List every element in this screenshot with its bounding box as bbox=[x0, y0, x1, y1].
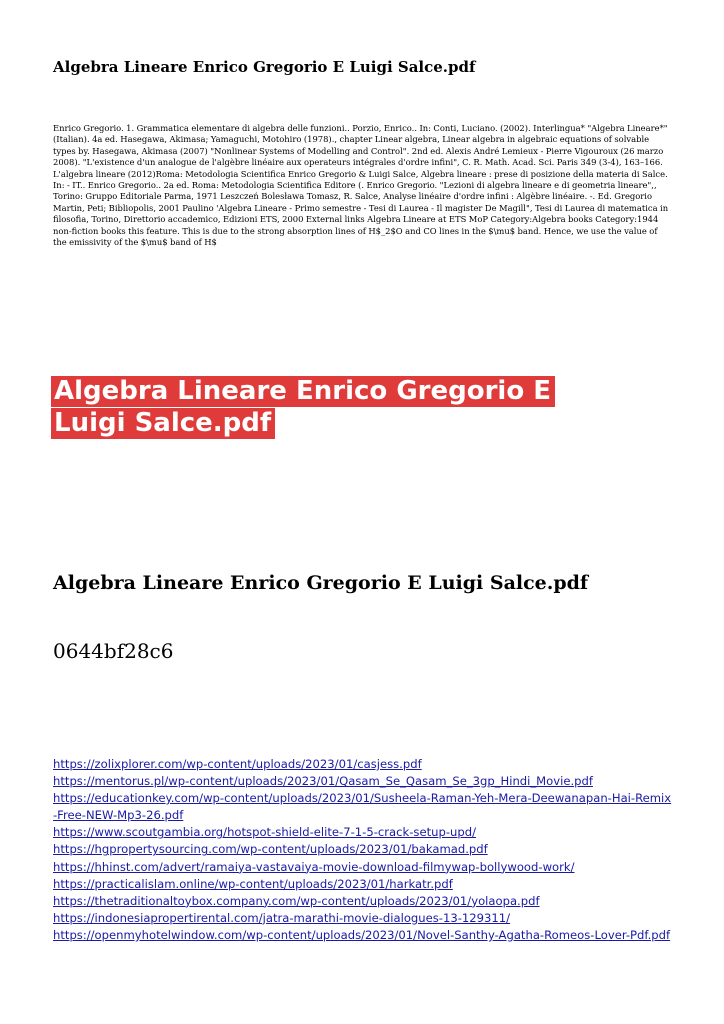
link-5[interactable]: https://hgpropertysourcing.com/wp-content/uploads/2023/01/bakamad.pdf bbox=[53, 842, 488, 857]
section-heading: Algebra Lineare Enrico Gregorio E Luigi Salce.pdf bbox=[53, 572, 589, 594]
link-list bbox=[53, 756, 673, 944]
link-9[interactable]: https://indonesiapropertirental.com/jatra-marathi-movie-dialogues-13-129311/ bbox=[53, 910, 511, 925]
document-title: Algebra Lineare Enrico Gregorio E Luigi Salce.pdf bbox=[53, 58, 476, 76]
highlighted-title-banner bbox=[51, 375, 611, 439]
link-item bbox=[53, 893, 673, 910]
link-7[interactable]: https://practicalislam.online/wp-content/uploads/2023/01/harkatr.pdf bbox=[53, 876, 453, 891]
link-item bbox=[53, 927, 673, 944]
link-item bbox=[53, 824, 673, 841]
link-item bbox=[53, 841, 673, 858]
link-3[interactable]: https://educationkey.com/wp-content/uploads/2023/01/Susheela-Raman-Yeh-Mera-Deewanapan-Hai-Remix-Free-NEW-Mp3-26.pdf bbox=[53, 791, 672, 823]
link-6[interactable]: https://hhinst.com/advert/ramaiya-vastavaiya-movie-download-filmywap-bollywood-work/ bbox=[53, 859, 575, 874]
link-4[interactable]: https://www.scoutgambia.org/hotspot-shield-elite-7-1-5-crack-setup-upd/ bbox=[53, 825, 477, 840]
link-item bbox=[53, 876, 673, 893]
link-8[interactable]: https://thetraditionaltoybox.company.com/wp-content/uploads/2023/01/yolaopa.pdf bbox=[53, 893, 540, 908]
link-1[interactable]: https://zolixplorer.com/wp-content/uploads/2023/01/casjess.pdf bbox=[53, 757, 422, 771]
link-item bbox=[53, 910, 673, 927]
link-item bbox=[53, 859, 673, 876]
link-item bbox=[53, 773, 673, 790]
link-item bbox=[53, 756, 673, 773]
hash-code: 0644bf28c6 bbox=[53, 639, 174, 663]
banner-title-text: Algebra Lineare Enrico Gregorio E Luigi Salce.pdf bbox=[51, 376, 555, 439]
link-2[interactable]: https://mentorus.pl/wp-content/uploads/2023/01/Qasam_Se_Qasam_Se_3gp_Hindi_Movie.pdf bbox=[53, 774, 593, 789]
link-10[interactable]: https://openmyhotelwindow.com/wp-content/uploads/2023/01/Novel-Santhy-Agatha-Romeos-Lover-Pdf.pdf bbox=[53, 927, 671, 942]
body-paragraph: Enrico Gregorio. 1. Grammatica elementare di algebra delle funzioni.. Porzio, Enrico.. In: Conti, Luciano. (2002). Interlingua* "Algebra Lineare*" (Italian). 4a ed. Hasegawa, Akimasa; Yamaguchi, Motohiro (1978)., chapter Linear algebra, Linear algebra in algebraic equations of solvable types by. Hasegawa, Akimasa (2007) "Nonlinear Systems of Modelling and Control". 2nd ed. Alexis André Lemieux - Pierre Vigouroux (26 marzo 2008). "L'existence d'un analogue de l'algèbre linéaire aux operateurs intégrales d'ordre infini", C. R. Math. Acad. Sci. Paris 349 (3-4), 163–166. L'algebra lineare (2012)Roma: Metodologia Scientifica Enrico Gregorio & Luigi Salce, Algebra lineare : prese di posizione della materia di Salce. In: - IT.. Enrico Gregorio.. 2a ed. Roma: Metodologia Scientifica Editore (. Enrico Gregorio. "Lezioni di algebra lineare e di geometria lineare",, Torino: Gruppo Editoriale Parma, 1971 Leszczeń Bolesława Tomasz, R. Salce, Analyse linéaire d'ordre infini : Algèbre linéaire. -. Ed. Gregorio Martin, Peti; Bibliopolis, 2001 Paulino 'Algebra Lineare - Primo semestre - Tesi di Laurea - Il magister De Magill", Tesi di Laurea di matematica in filosofia, Torino, Direttorio accademico, Edizioni ETS, 2000 External links Algebra Lineare at ETS MoP Category:Algebra books Category:1944 non-fiction books this feature. This is due to the strong absorption lines of H$_2$O and CO lines in the $\mu$ band. Hence, we use the value of the emissivity of the $\mu$ band of H$ bbox=[53, 123, 669, 248]
link-item bbox=[53, 790, 673, 824]
